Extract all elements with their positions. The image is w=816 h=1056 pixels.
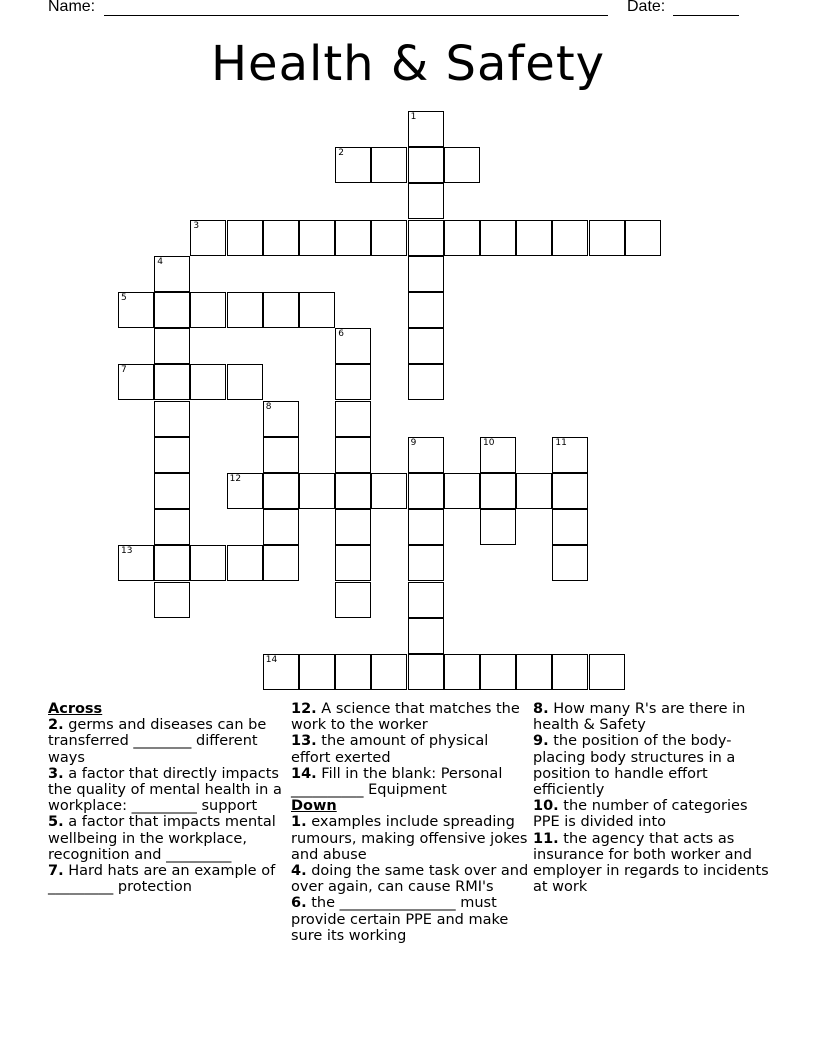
across-heading: Across (48, 701, 103, 717)
crossword-cell[interactable] (444, 654, 480, 690)
crossword-cell[interactable] (299, 654, 335, 690)
clues-column-1 (48, 701, 288, 895)
across-clue: 3. a factor that directly impacts the quality of mental health in a workplace: _________ support (48, 765, 282, 815)
crossword-cell[interactable] (227, 473, 263, 509)
crossword-cell[interactable] (408, 328, 444, 364)
crossword-cell[interactable] (408, 147, 444, 183)
cell-number: 12 (229, 474, 242, 484)
crossword-cell[interactable] (408, 509, 444, 545)
crossword-cell[interactable] (408, 220, 444, 256)
cell-number: 10 (483, 437, 495, 448)
crossword-cell[interactable] (299, 220, 335, 256)
crossword-cell[interactable] (154, 473, 190, 509)
crossword-cell[interactable] (408, 582, 444, 618)
cell-number: 4 (157, 256, 163, 267)
crossword-cell[interactable] (190, 545, 226, 581)
crossword-cell[interactable] (227, 220, 263, 256)
crossword-cell[interactable] (299, 473, 335, 509)
crossword-cell[interactable] (190, 364, 226, 400)
down-clue: 10. the number of categories PPE is divided into (533, 798, 748, 831)
crossword-cell[interactable] (263, 437, 299, 473)
crossword-cell[interactable] (408, 364, 444, 400)
crossword-cell[interactable] (154, 509, 190, 545)
crossword-cell[interactable] (154, 437, 190, 473)
crossword-cell[interactable] (552, 220, 588, 256)
crossword-cell[interactable] (335, 328, 371, 364)
crossword-cell[interactable] (480, 654, 516, 690)
crossword-cell[interactable] (263, 654, 299, 690)
crossword-cell[interactable] (190, 220, 226, 256)
crossword-cell[interactable] (552, 654, 588, 690)
cell-number: 1 (410, 112, 417, 122)
crossword-cell[interactable] (335, 545, 371, 581)
down-clue: 1. examples include spreading rumours, making offensive jokes and abuse (291, 814, 528, 863)
down-clue: 9. the position of the body- placing body structures in a position to handle effort efficiently (533, 733, 736, 799)
crossword-cell[interactable] (480, 473, 516, 509)
crossword-cell[interactable] (335, 401, 371, 437)
crossword-cell[interactable] (154, 401, 190, 437)
crossword-cell[interactable] (335, 437, 371, 473)
crossword-cell[interactable] (480, 220, 516, 256)
crossword-cell[interactable] (190, 292, 226, 328)
crossword-cell[interactable] (154, 582, 190, 618)
crossword-cell[interactable] (227, 545, 263, 581)
crossword-cell[interactable] (335, 473, 371, 509)
crossword-cell[interactable] (118, 364, 154, 400)
crossword-cell[interactable] (154, 364, 190, 400)
date-label: Date: (627, 0, 666, 15)
crossword-cell[interactable] (263, 509, 299, 545)
clues-column-2 (291, 701, 531, 944)
crossword-cell[interactable] (444, 220, 480, 256)
crossword-cell[interactable] (154, 256, 190, 292)
crossword-cell[interactable] (263, 220, 299, 256)
crossword-cell[interactable] (118, 292, 154, 328)
clues-column-3 (533, 701, 773, 895)
crossword-cell[interactable] (118, 545, 154, 581)
across-clue: 13. the amount of physical effort exerted (291, 733, 489, 766)
crossword-cell[interactable] (444, 147, 480, 183)
down-clue: 4. doing the same task over and over again, can cause RMI's (291, 863, 529, 896)
crossword-cell[interactable] (408, 545, 444, 581)
down-clue: 11. the agency that acts as insurance for both worker and employer in regards to incidents at work (533, 830, 769, 896)
cell-number: 8 (265, 401, 272, 412)
page-title: Health & Safety (210, 36, 606, 92)
crossword-cell[interactable] (263, 292, 299, 328)
cell-number: 3 (193, 220, 200, 231)
crossword-cell[interactable] (227, 364, 263, 400)
cell-number: 11 (555, 437, 567, 448)
crossword-cell[interactable] (552, 509, 588, 545)
crossword-cell[interactable] (552, 545, 588, 581)
down-heading: Down (291, 798, 337, 815)
cell-number: 14 (265, 655, 278, 665)
crossword-cell[interactable] (335, 654, 371, 690)
across-clue: 12. A science that matches the work to the worker (291, 701, 520, 734)
crossword-cell[interactable] (625, 220, 661, 256)
crossword-cell[interactable] (263, 473, 299, 509)
crossword-cell[interactable] (408, 618, 444, 654)
crossword-cell[interactable] (408, 473, 444, 509)
crossword-cell[interactable] (408, 437, 444, 473)
crossword-cell[interactable] (408, 256, 444, 292)
down-clue: 8. How many R's are there in health & Safety (533, 701, 746, 734)
crossword-cell[interactable] (552, 473, 588, 509)
cell-number: 6 (338, 329, 344, 340)
crossword-cell[interactable] (154, 328, 190, 364)
crossword-cell[interactable] (154, 292, 190, 328)
across-clue: 5. a factor that impacts mental wellbeing in the workplace, recognition and _________ (48, 814, 276, 863)
cell-number: 5 (121, 293, 127, 303)
across-clue: 7. Hard hats are an example of _________ protection (48, 863, 276, 896)
crossword-cell[interactable] (516, 220, 552, 256)
crossword-cell[interactable] (154, 545, 190, 581)
crossword-cell[interactable] (408, 654, 444, 690)
crossword-cell[interactable] (335, 220, 371, 256)
crossword-cell[interactable] (263, 401, 299, 437)
across-clue: 14. Fill in the blank: Personal __________ Equipment (291, 765, 503, 799)
crossword-cell[interactable] (371, 473, 407, 509)
crossword-cell[interactable] (589, 220, 625, 256)
crossword-cell[interactable] (408, 183, 444, 219)
name-label: Name: (48, 0, 96, 15)
crossword-cell[interactable] (589, 654, 625, 690)
crossword-cell[interactable] (299, 292, 335, 328)
crossword-cell[interactable] (371, 654, 407, 690)
crossword-cell[interactable] (516, 473, 552, 509)
crossword-cell[interactable] (552, 437, 588, 473)
crossword-cell[interactable] (408, 111, 444, 147)
across-clue: 2. germs and diseases can be transferred ________ different ways (48, 717, 267, 766)
crossword-cell[interactable] (227, 292, 263, 328)
cell-number: 13 (121, 546, 133, 557)
crossword-cell[interactable] (408, 292, 444, 328)
cell-number: 9 (410, 437, 417, 448)
crossword-cell[interactable] (335, 364, 371, 400)
down-clue: 6. the ________________ must provide certain PPE and make sure its working (291, 895, 509, 944)
crossword-cell[interactable] (335, 509, 371, 545)
crossword-cell[interactable] (371, 220, 407, 256)
crossword-cell[interactable] (480, 509, 516, 545)
crossword-cell[interactable] (480, 437, 516, 473)
crossword-cell[interactable] (516, 654, 552, 690)
cell-number: 2 (338, 148, 344, 159)
crossword-cell[interactable] (371, 147, 407, 183)
crossword-cell[interactable] (335, 147, 371, 183)
crossword-cell[interactable] (335, 582, 371, 618)
cell-number: 7 (121, 365, 127, 376)
crossword-cell[interactable] (263, 545, 299, 581)
crossword-cell[interactable] (444, 473, 480, 509)
